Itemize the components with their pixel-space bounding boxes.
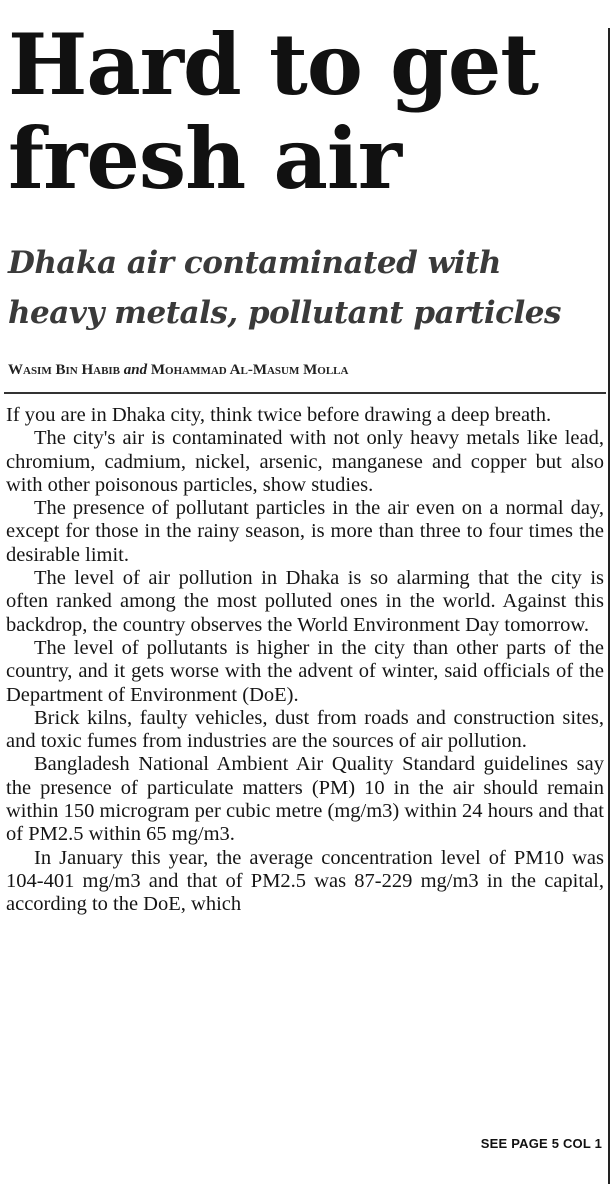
subheadline-line-2: heavy metals, pollutant particles [8, 295, 561, 331]
byline-author-2: Mohammad Al-Masum Molla [150, 362, 349, 378]
body-paragraph: Bangladesh National Ambient Air Quality Standard guidelines say the presence of particulate matters (PM) 10 in the air should remain within 150 microgram per cubic metre (mg/m3) within 24 hours and that of PM2.5 within 65 mg/m3. [6, 753, 604, 846]
body-paragraph: The level of air pollution in Dhaka is so alarming that the city is often ranked among the most polluted ones in the world. Against this backdrop, the country observes the World Environment Day tomorrow. [6, 567, 604, 636]
continued-on-page-note: SEE PAGE 5 COL 1 [480, 1136, 602, 1151]
body-paragraph: Brick kilns, faulty vehicles, dust from roads and construction sites, and toxic fumes from industries are the sources of air pollution. [6, 706, 604, 753]
headline [8, 15, 598, 208]
body-paragraph: If you are in Dhaka city, think twice before drawing a deep breath. [6, 404, 552, 426]
byline [8, 360, 598, 380]
subheadline-line-1: Dhaka air contaminated with [8, 245, 501, 281]
byline-conjunction: and [123, 362, 148, 378]
headline-line-2: fresh air [8, 109, 402, 208]
body-paragraph: In January this year, the average concentration level of PM10 was 104-401 mg/m3 and that of PM2.5 was 87-229 mg/m3 in the capital, according to the DoE, which [6, 846, 604, 916]
article-body [6, 404, 604, 917]
headline-line-1: Hard to get [8, 15, 539, 114]
byline-divider [4, 392, 606, 394]
body-paragraph: The level of pollutants is higher in the city than other parts of the country, and it gets worse with the advent of winter, said officials of the Department of Environment (DoE). [6, 636, 604, 706]
body-paragraph: The presence of pollutant particles in the air even on a normal day, except for those in the rainy season, is more than three to four times the desirable limit. [6, 497, 604, 566]
subheadline [8, 238, 606, 338]
byline-author-1: Wasim Bin Habib [8, 362, 121, 378]
body-paragraph: The city's air is contaminated with not only heavy metals like lead, chromium, cadmium, nickel, arsenic, manganese and copper but also with other poisonous particles, show studies. [6, 427, 604, 496]
